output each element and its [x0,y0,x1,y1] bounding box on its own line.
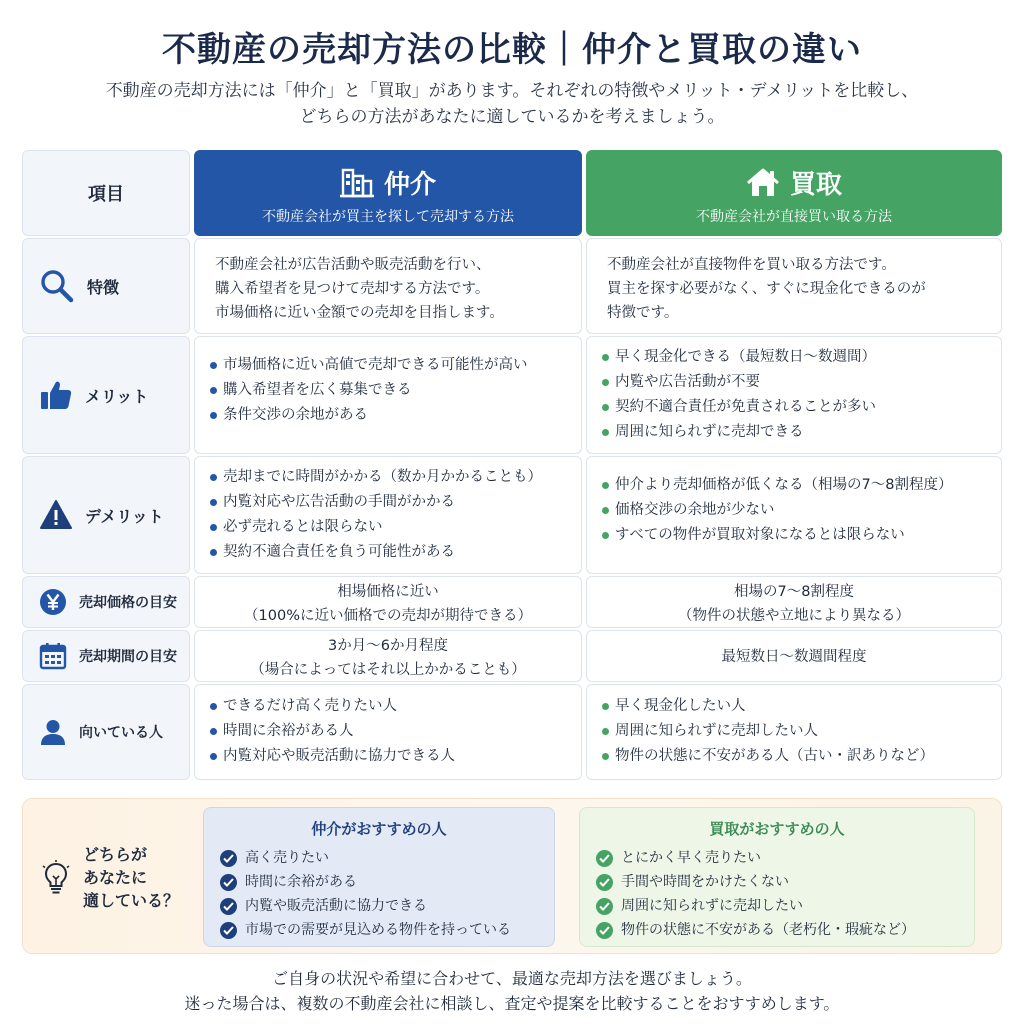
kaitori-cell [586,684,1002,780]
building-icon [340,168,374,198]
row-label: 特徴 [87,277,120,297]
check-icon [220,850,237,867]
text-line: 相場の7〜8割程度 [734,584,854,600]
row-label-cell [22,238,190,334]
text-line: 相場価格に近い [337,584,439,600]
check-icon [596,850,613,867]
kaitori-cell [586,456,1002,574]
footer-line: ご自身の状況や希望に合わせて、最適な売却方法を選びましょう。 [272,969,752,988]
kaitori-cell [586,576,1002,628]
header-kaitori-title: 買取 [789,170,842,200]
header-item-cell [22,150,190,236]
footer-line: 迷った場合は、複数の不動産会社に相談し、査定や提案を比較することをおすすめします。 [184,994,840,1013]
question-line: あなたに [83,868,148,887]
row-suited [22,684,1002,780]
question-line: 適している？ [83,891,180,910]
table-header-row [22,150,1002,236]
text-line: 不動産会社が直接物件を買い取る方法です。 [607,257,896,273]
check-list-item [220,894,511,918]
list-item: 周囲に知られずに売却したい人 [601,719,934,744]
row-label-cell [22,456,190,574]
row-tokuchou [22,238,1002,334]
text-line: 3か月〜6か月程度 [328,638,448,654]
text-line: 特徴です。 [607,305,679,321]
recommendation-question [41,843,179,912]
check-text: 時間に余裕がある [245,874,357,890]
footer-note [0,966,1024,1016]
row-label: デメリット [85,506,164,526]
check-icon [220,922,237,939]
search-icon [39,268,75,304]
list-item: 早く現金化したい人 [601,694,934,719]
header-kaitori-sub: 不動産会社が直接買い取る方法 [696,209,892,225]
house-icon [746,168,780,198]
check-text: 内覧や販売活動に協力できる [245,898,427,914]
list-item: 仲介より売却価格が低くなる（相場の7〜8割程度） [601,473,952,498]
text-line: 不動産会社が広告活動や販売活動を行い、 [215,257,491,273]
row-merit [22,336,1002,454]
check-list-item [596,918,915,942]
list-item: すべての物件が買取対象になるとは限らない [601,523,952,548]
check-icon [596,922,613,939]
subtitle-line: どちらの方法があなたに適しているかを考えましょう。 [299,107,725,127]
list-item: 内覧対応や広告活動の手間がかかる [209,490,542,515]
kaitori-recommend-title: 買取がおすすめの人 [709,820,845,838]
text-line: 買主を探す必要がなく、すぐに現金化できるのが [607,281,926,297]
row-label-cell [22,630,190,682]
chukai-cell [194,336,582,454]
chukai-cell [194,630,582,682]
text-line: （100%に近い価格での売却が期待できる） [244,608,532,624]
row-label: 売却期間の目安 [79,649,177,665]
list-item: 市場価格に近い高値で売却できる可能性が高い [209,353,528,378]
check-text: 手間や時間をかけたくない [621,874,789,890]
yen-icon [39,588,67,616]
row-label: メリット [85,386,149,406]
text-line: 最短数日〜数週間程度 [721,649,867,665]
row-label-cell [22,576,190,628]
list-item: 契約不適合責任を負う可能性がある [209,540,542,565]
list-item: 売却までに時間がかかる（数か月かかることも） [209,465,542,490]
list-item: 契約不適合責任が免責されることが多い [601,395,876,420]
header-chukai-sub: 不動産会社が買主を探して売却する方法 [262,209,514,225]
chukai-cell [194,456,582,574]
check-list-item [596,846,915,870]
check-icon [220,898,237,915]
chukai-recommend-title: 仲介がおすすめの人 [311,820,447,838]
check-list-item [596,894,915,918]
chukai-recommend-box [203,807,555,947]
kaitori-cell [586,238,1002,334]
check-icon [596,898,613,915]
check-text: 周囲に知られずに売却したい [621,898,803,914]
check-list-item [220,870,511,894]
chukai-cell [194,684,582,780]
list-item: できるだけ高く売りたい人 [209,694,455,719]
check-icon [220,874,237,891]
check-text: とにかく早く売りたい [621,850,761,866]
check-list-item [220,846,511,870]
list-item: 周囲に知られずに売却できる [601,420,876,445]
chukai-cell [194,576,582,628]
chukai-cell [194,238,582,334]
row-demerit [22,456,1002,574]
list-item: 必ず売れるとは限らない [209,515,542,540]
page-subtitle [0,78,1024,130]
check-text: 高く売りたい [245,850,329,866]
kaitori-recommend-box [579,807,975,947]
header-chukai-cell [194,150,582,236]
text-line: （場合によってはそれ以上かかることも） [250,662,526,678]
header-kaitori-cell [586,150,1002,236]
list-item: 購入希望者を広く募集できる [209,378,528,403]
check-text: 物件の状態に不安がある（老朽化・瑕疵など） [621,922,915,938]
row-label-cell [22,336,190,454]
kaitori-cell [586,336,1002,454]
warning-icon [39,499,73,531]
row-price [22,576,1002,628]
list-item: 時間に余裕がある人 [209,719,455,744]
row-period [22,630,1002,682]
header-item-label: 項目 [88,184,124,205]
thumbs-up-icon [39,378,73,412]
check-list-item [220,918,511,942]
row-label: 向いている人 [79,725,163,741]
check-list-item [596,870,915,894]
text-line: 購入希望者を見つけて売却する方法です。 [215,281,490,297]
person-icon [39,718,67,746]
page-title: 不動産の売却方法の比較｜仲介と買取の違い [162,30,862,70]
text-line: 市場価格に近い金額での売却を目指します。 [215,305,504,321]
calendar-icon [39,642,67,670]
recommendation-section [22,798,1002,954]
list-item: 内覧対応や販売活動に協力できる人 [209,744,455,769]
check-icon [596,874,613,891]
subtitle-line: 不動産の売却方法には「仲介」と「買取」があります。それぞれの特徴やメリット・デメリットを比較し、 [105,81,919,101]
row-label: 売却価格の目安 [79,595,177,611]
check-text: 市場での需要が見込める物件を持っている [245,922,511,938]
list-item: 物件の状態に不安がある人（古い・訳ありなど） [601,744,934,769]
question-line: どちらが [83,845,148,864]
kaitori-cell [586,630,1002,682]
lightbulb-icon [41,860,71,896]
list-item: 条件交渉の余地がある [209,403,528,428]
list-item: 価格交渉の余地が少ない [601,498,952,523]
list-item: 早く現金化できる（最短数日〜数週間） [601,345,876,370]
list-item: 内覧や広告活動が不要 [601,370,876,395]
text-line: （物件の状態や立地により異なる） [678,608,910,624]
header-chukai-title: 仲介 [383,170,436,200]
row-label-cell [22,684,190,780]
